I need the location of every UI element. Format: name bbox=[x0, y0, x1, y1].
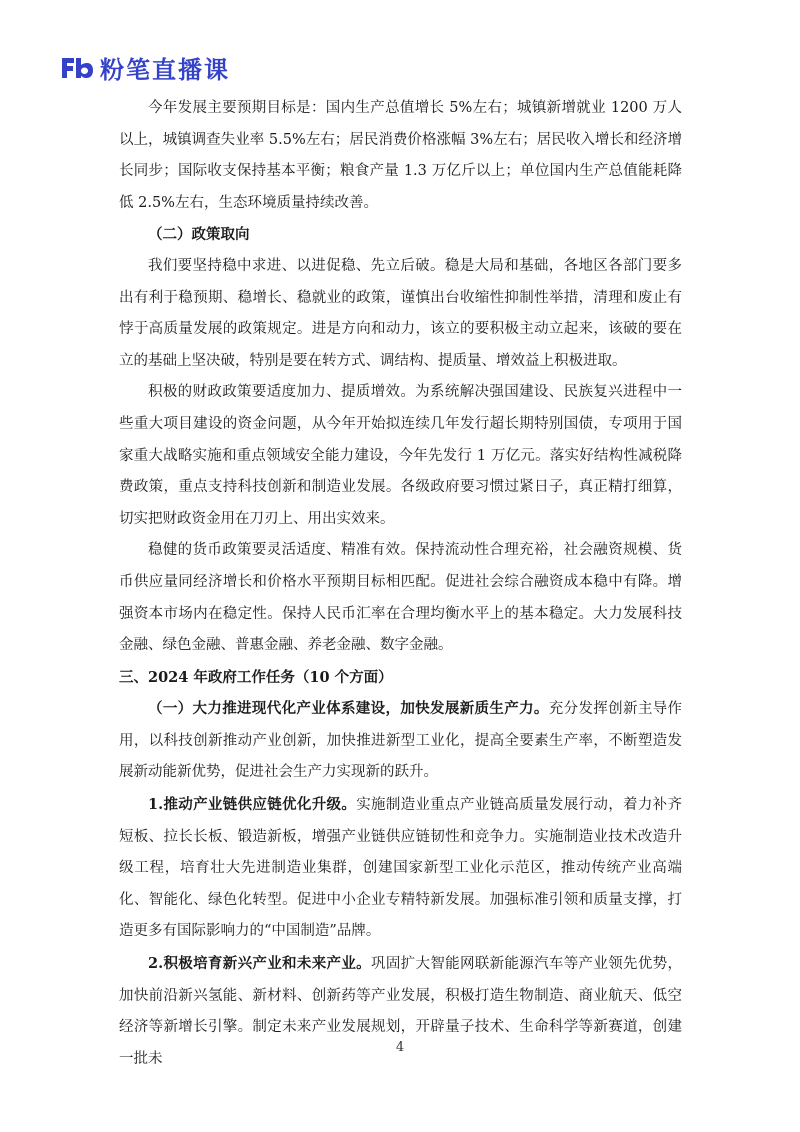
paragraph-task-1 bbox=[119, 693, 682, 789]
item-2-title: 2.积极培育新兴产业和未来产业。 bbox=[148, 955, 372, 973]
item-2-body: 巩固扩大智能网联新能源汽车等产业领先优势，加快前沿新兴氢能、新材料、创新药等产业发展，积极打造生物制造、商业航天、低空经济等新增长引擎。制定未来产业发展规划，开辟量子技术、生命科学等新赛道，创建一批未 bbox=[119, 956, 683, 1067]
section-title-tasks: 三、2024 年政府工作任务（10 个方面） bbox=[119, 668, 393, 686]
paragraph-fiscal: 积极的财政政策要适度加力、提质增效。为系统解决强国建设、民族复兴进程中一些重大项目建设的资金问题，从今年开始拟连续几年发行超长期特别国债，专项用于国家重大战略实施和重点领域安全能力建设，今年先发行 1 万亿元。落实好结构性减税降费政策，重点支持科技创新和制造业发展。各级政府要习惯过紧日子，真正精打细算，切实把财政资金用在刀刃上、用出实效来。 bbox=[119, 384, 682, 527]
paragraph-policy: 我们要坚持稳中求进、以进促稳、先立后破。稳是大局和基础，各地区各部门要多出有利于稳预期、稳增长、稳就业的政策，谨慎出台收缩性抑制性举措，清理和废止有悖于高质量发展的政策规定。进是方向和动力，该立的要积极主动立起来，该破的要在立的基础上坚决破，特别是要在转方式、调结构、提质量、增效益上积极进取。 bbox=[119, 257, 682, 369]
document-body bbox=[119, 93, 682, 1075]
fb-logo-icon bbox=[60, 56, 94, 80]
page-number: 4 bbox=[395, 1040, 405, 1055]
paragraph-item-1 bbox=[119, 789, 682, 948]
paragraph-item-2 bbox=[119, 948, 682, 1075]
item-1-title: 1.推动产业链供应链优化升级。 bbox=[148, 796, 357, 814]
paragraph-targets: 今年发展主要预期目标是：国内生产总值增长 5%左右；城镇新增就业 1200 万人以上，城镇调查失业率 5.5%左右；居民消费价格涨幅 3%左右；居民收入增长和经济增长同步；国际收支保持基本平衡；粮食产量 1.3 万亿斤以上；单位国内生产总值能耗降低 2.5%左右，生态环境质量持续改善。 bbox=[119, 100, 682, 211]
task-1-body: 充分发挥创新主导作用，以科技创新推动产业创新，加快推进新型工业化，提高全要素生产率，不断塑造发展新动能新优势，促进社会生产力实现新的跃升。 bbox=[119, 701, 683, 781]
brand-name: 粉笔直播课 bbox=[100, 56, 230, 84]
task-1-title: （一）大力推进现代化产业体系建设，加快发展新质生产力。 bbox=[148, 700, 549, 718]
item-1-body: 实施制造业重点产业链高质量发展行动，着力补齐短板、拉长长板、锻造新板，增强产业链供应链韧性和竞争力。实施制造业技术改造升级工程，培育壮大先进制造业集群，创建国家新型工业化示范区，推动传统产业高端化、智能化、绿色化转型。促进中小企业专精特新发展。加强标准引领和质量支撑，打造更多有国际影响力的“中国制造”品牌。 bbox=[119, 797, 683, 940]
brand-logo bbox=[60, 50, 230, 85]
paragraph-monetary: 稳健的货币政策要灵活适度、精准有效。保持流动性合理充裕，社会融资规模、货币供应量同经济增长和价格水平预期目标相匹配。促进社会综合融资成本稳中有降。增强资本市场内在稳定性。保持人民币汇率在合理均衡水平上的基本稳定。大力发展科技金融、绿色金融、普惠金融、养老金融、数字金融。 bbox=[119, 542, 682, 654]
heading-policy: （二）政策取向 bbox=[148, 226, 250, 244]
